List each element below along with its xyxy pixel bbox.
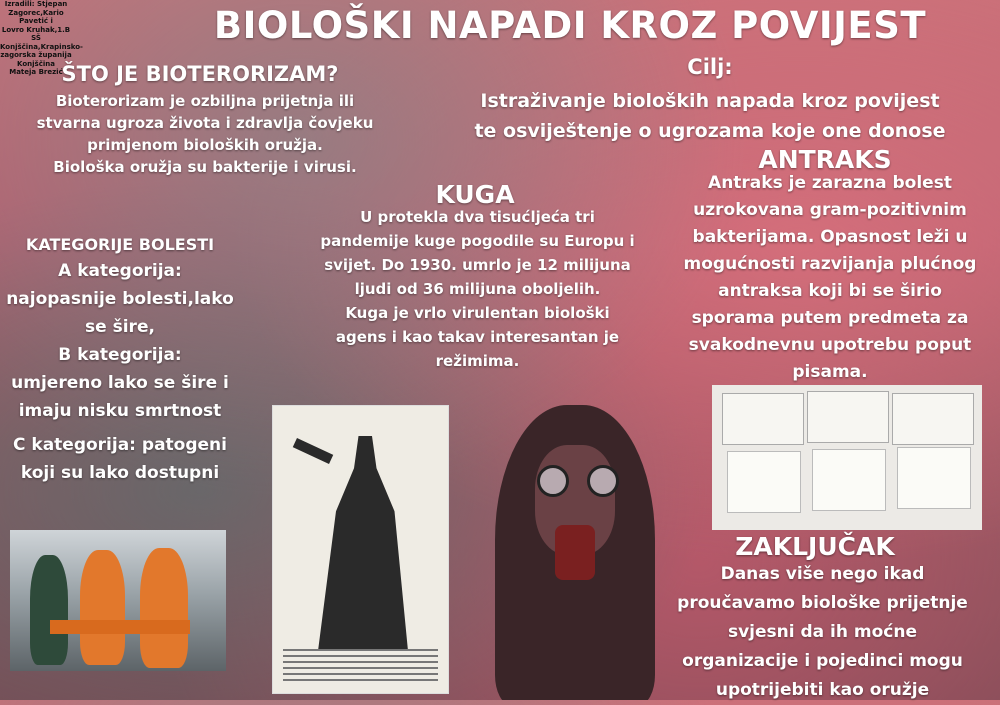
- kuga-text: U protekla dva tisućljeća tri pandemije kuge pogodile su Europu i svijet. Do 1930. umrlo je 12 milijuna ljudi od 36 milijuna oboljelih. Kuga je vrlo virulentan biološki agens i kao takav interesantan je režimima.: [320, 208, 635, 370]
- antraks-text: Antraks je zarazna bolest uzrokovana gram-pozitivnim bakterijama. Opasnost leži u mogućnosti razvijanja plućnog antraksa koji bi se širio sporama putem predmeta za svakodnevnu upotrebu poput pisama.: [683, 173, 977, 382]
- kategorije-heading: KATEGORIJE BOLESTI: [25, 235, 215, 254]
- credits: Izradili: Stjepan Zagorec,Kario Pavetić i Lovro Kruhak,1.B SŠ Konjščina,Krapinsko- zagorska županija Konjščina Mateja Brezić: [0, 0, 83, 76]
- anthrax-letters-photo: [712, 385, 982, 530]
- cilj-heading: Cilj:: [687, 55, 733, 79]
- zakljucak-text: Danas više nego ikad proučavamo biološke prijetnje svjesni da ih moćne organizacije i pojedinci mogu upotrijebiti kao oružje: [677, 564, 968, 700]
- kategorije-text: A kategorija: najopasnije bolesti,lako se šire, B kategorija: umjereno lako se šire i imaju nisku smrtnost C kategorija: patogeni koji su lako dostupni: [6, 261, 234, 483]
- bioterorizam-text: Bioterorizam je ozbiljna prijetnja ili stvarna ugroza života i zdravlja čovjeku primjenom bioloških oružja. Biološka oružja su bakterije i virusi.: [36, 92, 374, 176]
- cilj-text: Istraživanje bioloških napada kroz povijest te osviještenje o ugrozama koje one donose: [474, 90, 946, 142]
- hazmat-team-photo: [10, 530, 226, 671]
- plague-doctor-engraving: [272, 405, 449, 694]
- zakljucak-heading: ZAKLJUČAK: [735, 532, 895, 561]
- antraks-heading: ANTRAKS: [758, 145, 892, 174]
- poster-title: BIOLOŠKI NAPADI KROZ POVIJEST: [213, 4, 927, 47]
- bioterorizam-heading: ŠTO JE BIOTERORIZAM?: [61, 62, 339, 86]
- kuga-heading: KUGA: [435, 180, 515, 209]
